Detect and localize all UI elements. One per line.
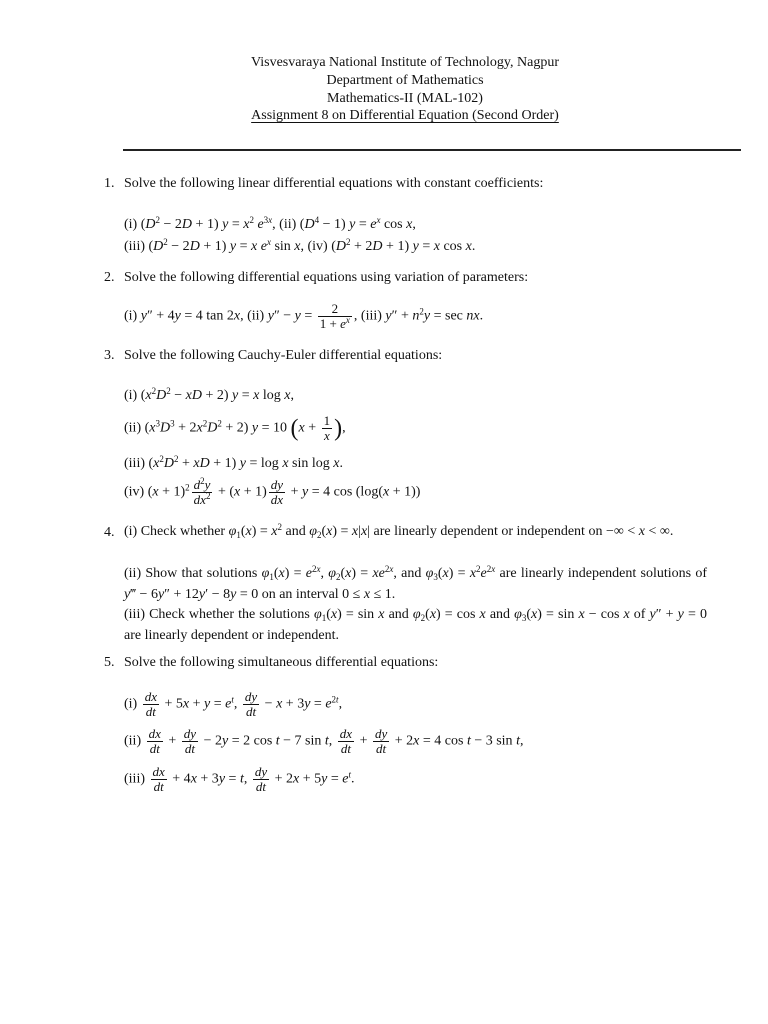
- institute-name: Visvesvaraya National Institute of Technology, Nagpur: [250, 55, 560, 70]
- question-5-part-i: (i) $\frac{dx}{dt}$ + $5x + y = e^t$, $\frac{dy}{dt}$ − $x + 3y = e^{2t}$,: [124, 689, 343, 719]
- question-1-part-line-1: (i) $(D^2 - 2D + 1) y = x^2$ $e^{3x}$, (ii) $(D^4 - 1) y = e^x$ cos x,: [124, 215, 416, 232]
- question-4-part-i: (i) Check whether $\varphi_1(x) = x^2$ and $\varphi_2(x) = x|x|$ are linearly dependent or independent on −∞ < x < ∞.: [124, 522, 674, 540]
- question-4-part-ii: (ii) Show that solutions $\varphi_1(x) = e^{2x}$, $\varphi_2(x) = xe^{2x}$, and $\varphi_3(x) = x^2e^{2x}$ are linearly independent solutions of y‴ − 6y″ + 12y′ − 8y = 0 on an interval 0 ≤ x ≤ 1.: [124, 564, 708, 602]
- question-2-parts: (i) y″ + 4y = 4 tan 2x, (ii) y″ − y = $\frac{2}{1 + e^x}$ , (iii) $y'' + n^2y = \sec$ nx.: [124, 301, 484, 331]
- question-5-number: 5.: [104, 655, 115, 670]
- question-1-text: Solve the following linear differential equations with constant coefficients:: [124, 176, 544, 191]
- question-5-text: Solve the following simultaneous differential equations:: [124, 655, 439, 670]
- question-2-number: 2.: [104, 270, 115, 285]
- question-3-part-iii: (iii) ($x^2D^2$ + xD + 1) y = log x sin log x.: [124, 454, 343, 471]
- header-divider: [123, 149, 741, 151]
- question-4-part-iii: (iii) Check whether the solutions $\varphi_1(x) = \sin x$ and $\varphi_2(x) = \cos x$ and $\varphi_3(x) = \sin x - \cos x$ of y″ + y = 0 are linearly dependent or independent.: [124, 607, 707, 643]
- fraction: $\frac{dy}{dt}$: [183, 726, 197, 756]
- fraction: $\frac{dy}{dt}$: [254, 764, 268, 794]
- question-3-number: 3.: [104, 348, 115, 363]
- course-name: Mathematics-II (MAL-102): [327, 91, 483, 106]
- question-4-number: 4.: [104, 525, 115, 540]
- question-1-number: 1.: [104, 176, 115, 191]
- fraction: $\frac{dy}{dt}$: [374, 726, 388, 756]
- fraction: $\frac{dx}{dt}$: [152, 764, 165, 794]
- assignment-title: Assignment 8 on Differential Equation (Second Order): [251, 108, 559, 123]
- department-name: Department of Mathematics: [326, 73, 484, 88]
- fraction: $\frac{2}{1 + e^x}$: [319, 301, 350, 331]
- fraction: $\frac{dy}{dt}$: [244, 689, 258, 719]
- question-5-part-ii: (ii) $\frac{dx}{dt}$ + $\frac{dy}{dt}$ − 2y = 2 cos t − 7 sin t, $\frac{dx}{dt}$ + $\frac{dy}{dt}$ + 2x = 4 cos t − 3 sin t,: [124, 726, 524, 756]
- fraction: $\frac{dx}{dt}$: [339, 726, 353, 756]
- question-3-part-i: (i) ($x^2D^2$ − xD + 2) y = x log x,: [124, 386, 294, 403]
- question-3-part-iv: (iv) $(x + 1)^2$ $\frac{d^2y}{dx^2}$ + (x + 1) $\frac{dy}{dx}$ + y = 4 cos (log(x + 1)): [124, 476, 421, 507]
- question-3-text: Solve the following Cauchy-Euler differential equations:: [124, 348, 443, 363]
- fraction: $\frac{d^2y}{dx^2}$: [193, 476, 211, 507]
- question-1-part-line-2: (iii) $(D^2 - 2D + 1) y = x$ $e^x$ sin x, (iv) $(D^2 + 2D + 1) y = x$ cos x.: [124, 237, 476, 254]
- fraction: $\frac{1}{x}$: [323, 413, 331, 443]
- fraction: $\frac{dx}{dt}$: [144, 689, 157, 719]
- fraction: $\frac{dx}{dt}$: [148, 726, 161, 756]
- fraction: $\frac{dy}{dx}$: [270, 477, 284, 507]
- question-5-part-iii: (iii) $\frac{dx}{dt}$ + 4x + 3y = t, $\frac{dy}{dt}$ + $2x + 5y = e^t$.: [124, 764, 355, 794]
- question-2-text: Solve the following differential equations using variation of parameters:: [124, 270, 529, 285]
- question-3-part-ii: (ii) $(x^3D^3 + 2x^2D^2 + 2) y = 10$ (x + $\frac{1}{x}$ ),: [124, 413, 346, 443]
